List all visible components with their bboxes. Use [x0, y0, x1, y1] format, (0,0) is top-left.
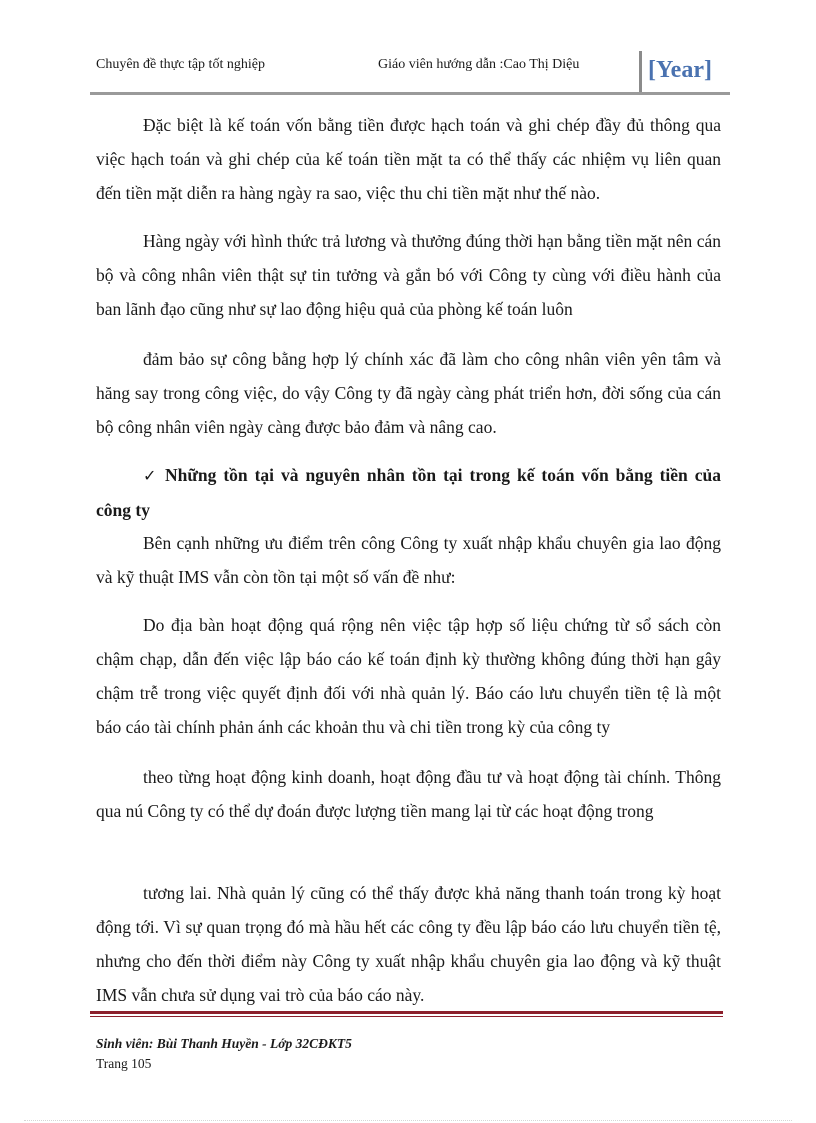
paragraph-5: Do địa bàn hoạt động quá rộng nên việc tập hợp số liệu chứng từ sổ sách còn chậm chạp, dẫn đến việc lập báo cáo kế toán định kỳ thường không đúng thời hạn gây chậm trễ trong việc quyết định đối với nhà quản lý. Báo cáo lưu chuyển tiền tệ là một báo cáo tài chính phản ánh các khoản thu và chi tiền trong kỳ của công ty: [96, 615, 721, 737]
header-divider: [639, 51, 642, 94]
header-supervisor: Giáo viên hướng dẫn :Cao Thị Diệu: [378, 57, 580, 72]
footer-rule: [90, 1011, 723, 1014]
paragraph-1: Đặc biệt là kế toán vốn bằng tiền được hạch toán và ghi chép đầy đủ thông qua việc hạch toán và ghi chép của kế toán tiền mặt ta có thể thấy các nhiệm vụ liên quan đến tiền mặt diễn ra hàng ngày ra sao, việc thu chi tiền mặt như thế nào.: [96, 115, 721, 203]
section-heading: [96, 458, 721, 527]
header-document-title: Chuyên đề thực tập tốt nghiệp: [96, 57, 265, 72]
paragraph-7: tương lai. Nhà quản lý cũng có thể thấy được khả năng thanh toán trong kỳ hoạt động tới. Vì sự quan trọng đó mà hầu hết các công ty đều lập báo cáo lưu chuyển tiền tệ, nhưng cho đến thời điểm này Công ty xuất nhập khẩu chuyên gia lao động và kỹ thuật IMS vẫn chưa sử dụng vai trò của báo cáo này.: [96, 883, 721, 1005]
paragraph-2: Hàng ngày với hình thức trả lương và thưởng đúng thời hạn bằng tiền mặt nên cán bộ và công nhân viên thật sự tin tưởng và gắn bó với Công ty cùng với điều hành của ban lãnh đạo cũng như sự lao động hiệu quả của phòng kế toán luôn: [96, 231, 721, 319]
footer-student-info: Sinh viên: Bùi Thanh Huyền - Lớp 32CĐKT5: [96, 1036, 352, 1051]
section-heading-text: Những tồn tại và nguyên nhân tồn tại trong kế toán vốn bằng tiền của công ty: [96, 465, 721, 520]
paragraph-4: Bên cạnh những ưu điểm trên công Công ty xuất nhập khẩu chuyên gia lao động và kỹ thuật IMS vẫn còn tồn tại một số vấn đề như:: [96, 533, 721, 587]
paragraph-3: đảm bảo sự công bằng hợp lý chính xác đã làm cho công nhân viên yên tâm và hăng say trong công việc, do vậy Công ty đã ngày càng phát triển hơn, đời sống của cán bộ công nhân viên ngày càng được bảo đảm và nâng cao.: [96, 349, 721, 437]
header-year-field: [Year]: [648, 57, 712, 83]
footer-page-number: Trang 105: [96, 1056, 152, 1071]
checkmark-icon: ✓: [143, 466, 159, 485]
footer-rule-thin: [90, 1016, 723, 1017]
page-bottom-edge: [24, 1120, 792, 1121]
header-rule: [90, 92, 730, 95]
page-header: [90, 48, 730, 94]
paragraph-6: theo từng hoạt động kinh doanh, hoạt động đầu tư và hoạt động tài chính. Thông qua nú Công ty có thể dự đoán được lượng tiền mang lại từ các hoạt động trong: [96, 767, 721, 821]
